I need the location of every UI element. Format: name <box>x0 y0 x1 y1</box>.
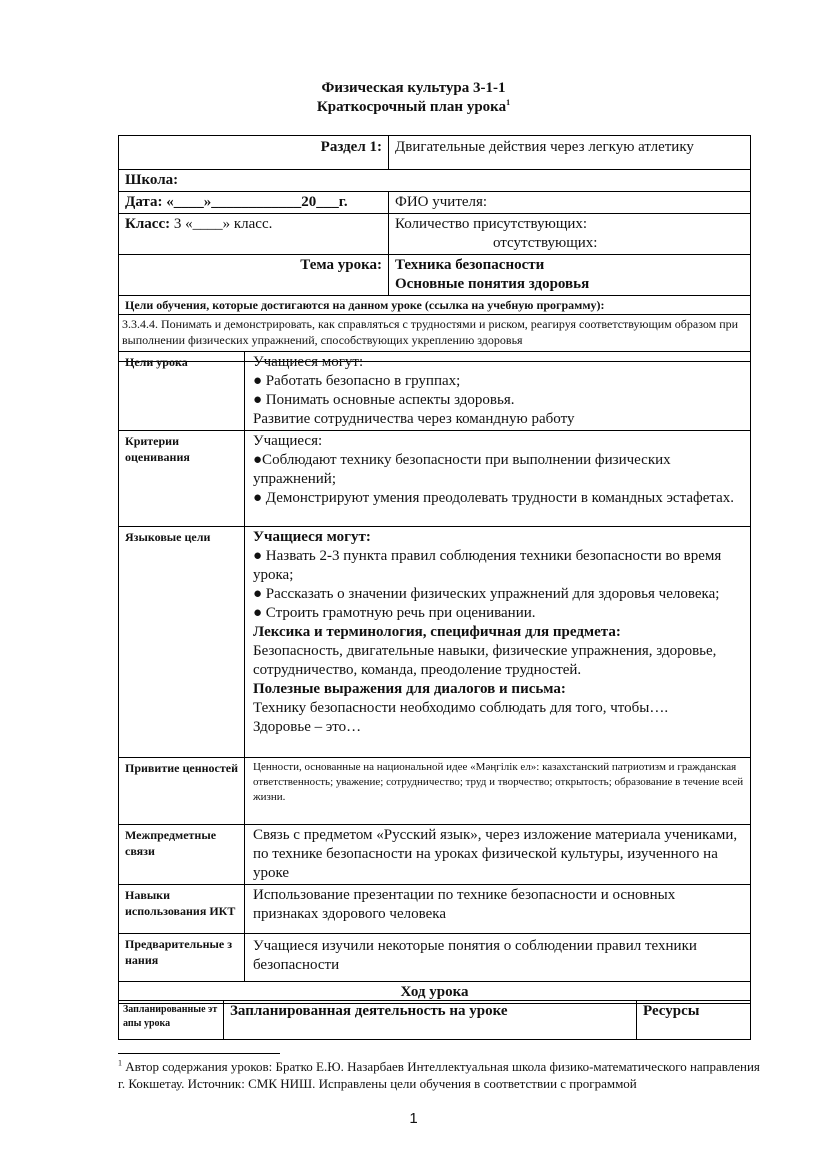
course-heading: Ход урока <box>119 982 751 1004</box>
col-resources: Ресурсы <box>637 1001 751 1040</box>
topic-line-2: Основные понятия здоровья <box>395 276 590 292</box>
section-value: Двигательные действия через легкую атлетику <box>389 136 751 170</box>
language-goals-row <box>119 527 751 758</box>
language-bullet: ● Строить грамотную речь при оценивании. <box>253 605 536 621</box>
criteria-row <box>119 431 751 527</box>
language-vocab: Безопасность, двигательные навыки, физические упражнения, здоровье, сотрудничество, команда, преодоление трудностей. <box>253 643 717 678</box>
language-heading-phrases: Полезные выражения для диалогов и письма: <box>253 681 566 697</box>
lesson-goals-line: Учащиеся могут: <box>253 354 364 370</box>
footnote-number: 1 <box>118 1058 122 1068</box>
lesson-goals-cell <box>245 352 751 431</box>
lesson-goals-line: ● Понимать основные аспекты здоровья. <box>253 392 515 408</box>
footnote-text: Автор содержания уроков: Братко Е.Ю. Назарбаев Интеллектуальная школа физико-математического направления г. Кокшетау. Источник: СМК НИШ. Исправлены цели обучения в соответствии с программой <box>118 1059 760 1091</box>
topic-label: Тема урока: <box>119 255 389 296</box>
lesson-goals-row <box>119 352 751 431</box>
criteria-label: Критерии оценивания <box>119 431 245 527</box>
col-stages: Запланированные этапы урока <box>119 1001 224 1040</box>
attendance-cell <box>389 214 751 255</box>
criteria-line: ● Демонстрируют умения преодолевать трудности в командных эстафетах. <box>253 490 734 506</box>
objectives-text-content: 3.3.4.4. Понимать и демонстрировать, как справляться с трудностями и риском, реагируя соответствующим образом при выполнении физических упражнений, способствующих укреплению здоровья <box>122 317 739 347</box>
ict-text: Использование презентации по технике безопасности и основных признаках здорового человека <box>245 885 751 934</box>
class-label: Класс: <box>125 216 171 232</box>
lesson-info-table <box>118 135 751 362</box>
course-columns-row <box>119 1001 751 1040</box>
present-label: Количество присутствующих: <box>395 216 588 232</box>
section-row <box>119 136 751 170</box>
lesson-goals-label: Цели урока <box>119 352 245 431</box>
language-goals-label: Языковые цели <box>119 527 245 758</box>
page-number: 1 <box>409 1110 418 1127</box>
criteria-line: Учащиеся: <box>253 433 323 449</box>
values-text: Ценности, основанные на национальной идее «Мәңгілік ел»: казахстанский патриотизм и гражданская ответственность; уважение; сотрудничество; труд и творчество; открытость; образование в течение всей жизни. <box>245 758 751 825</box>
language-heading-students: Учащиеся могут: <box>253 529 371 545</box>
prior-knowledge-row <box>119 934 751 982</box>
values-label: Привитие ценностей <box>119 758 245 825</box>
objectives-heading-row <box>119 296 751 315</box>
teacher-label: ФИО учителя: <box>389 192 751 214</box>
section-label: Раздел 1: <box>119 136 389 170</box>
topic-line-1: Техника безопасности <box>395 257 545 273</box>
footnote-mark: 1 <box>506 98 511 107</box>
language-phrase: Здоровье – это… <box>253 719 362 735</box>
absent-label: отсутствующих: <box>493 235 598 251</box>
criteria-cell <box>245 431 751 527</box>
date-row <box>119 192 751 214</box>
lesson-goals-line: ● Работать безопасно в группах; <box>253 373 461 389</box>
language-goals-cell <box>245 527 751 758</box>
footnote <box>118 1058 768 1092</box>
cross-curricular-label: Межпредметные связи <box>119 825 245 885</box>
col-activity: Запланированная деятельность на уроке <box>224 1001 637 1040</box>
ict-row <box>119 885 751 934</box>
values-row <box>119 758 751 825</box>
class-cell <box>119 214 389 255</box>
objectives-heading: Цели обучения, которые достигаются на данном уроке (ссылка на учебную программу): <box>119 296 751 315</box>
school-row <box>119 170 751 192</box>
class-value: 3 «____» класс. <box>170 216 273 232</box>
school-label: Школа: <box>119 170 751 192</box>
document-title: Физическая культура 3-1-1 <box>321 80 506 96</box>
footnote-separator <box>118 1053 280 1054</box>
lesson-goals-line: Развитие сотрудничества через командную работу <box>253 411 575 427</box>
prior-knowledge-text: Учащиеся изучили некоторые понятия о соблюдении правил техники безопасности <box>245 934 751 982</box>
topic-cell <box>389 255 751 296</box>
cross-curricular-row <box>119 825 751 885</box>
cross-curricular-text: Связь с предметом «Русский язык», через изложение материала учениками, по технике безопасности на уроках физической культуры, изученного на уроке <box>245 825 751 885</box>
prior-knowledge-label: Предварительные знания <box>119 934 245 982</box>
language-phrase: Технику безопасности необходимо соблюдать для того, чтобы…. <box>253 700 669 716</box>
criteria-line: ●Соблюдают технику безопасности при выполнении физических упражнений; <box>253 452 671 487</box>
language-bullet: ● Назвать 2-3 пункта правил соблюдения техники безопасности во время урока; <box>253 548 722 583</box>
document-subtitle <box>0 99 827 116</box>
topic-row <box>119 255 751 296</box>
language-heading-vocab: Лексика и терминология, специфичная для предмета: <box>253 624 621 640</box>
class-row <box>119 214 751 255</box>
date-label: Дата: «____»____________20___г. <box>119 192 389 214</box>
subtitle-text: Краткосрочный план урока <box>316 99 507 115</box>
lesson-details-table <box>118 351 751 1004</box>
ict-label: Навыки использования ИКТ <box>119 885 245 934</box>
language-bullet: ● Рассказать о значении физических упражнений для здоровья человека; <box>253 586 720 602</box>
course-table <box>118 1000 751 1040</box>
